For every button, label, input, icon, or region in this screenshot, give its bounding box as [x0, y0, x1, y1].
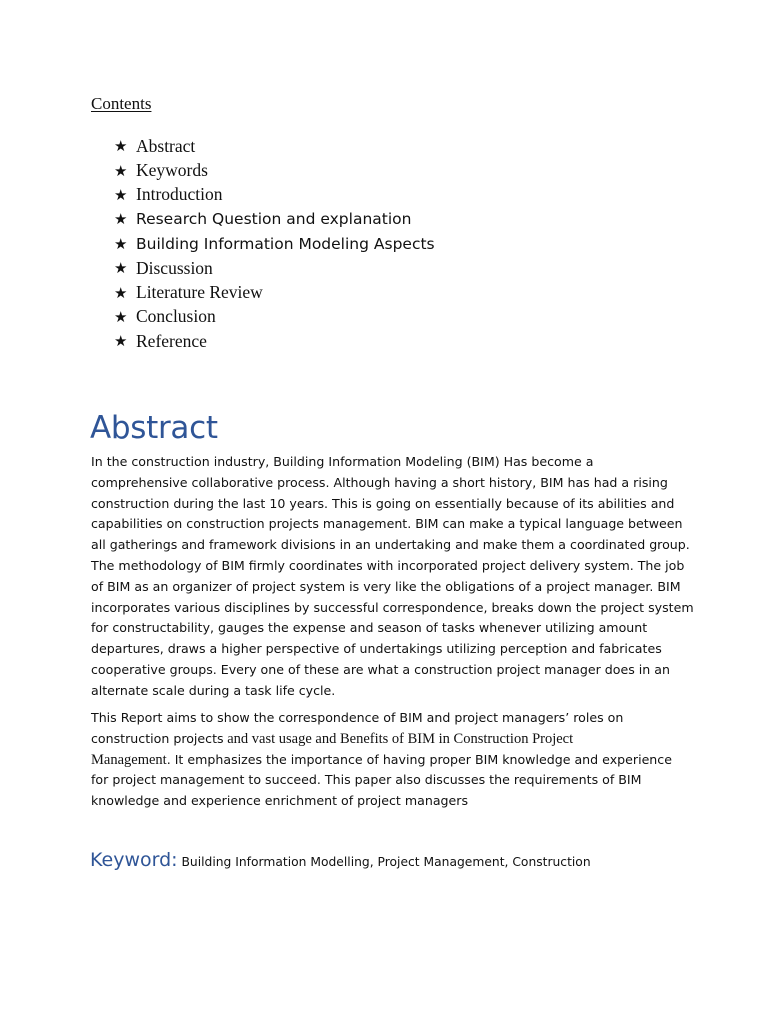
paragraph-line: for project management to succeed. This paper also discusses the requirements of BIM [91, 772, 642, 788]
toc-item-label: Introduction [136, 184, 223, 205]
paragraph-line: This Report aims to show the correspondence of BIM and project managers’ roles on [91, 710, 624, 725]
paragraph-line [91, 729, 691, 750]
paragraph-line: knowledge and experience enrichment of project managers [91, 793, 469, 809]
toc-item-label: Building Information Modeling Aspects [136, 234, 435, 253]
paragraph-line: In the construction industry, Building Information Modeling (BIM) Has become a [91, 454, 594, 469]
toc-item-label: Abstract [136, 135, 196, 156]
paragraph-text-run: construction projects [91, 730, 224, 746]
star-icon: ★ [114, 332, 128, 351]
toc-item [114, 183, 435, 207]
paragraph-line: all gatherings and framework divisions in an undertaking and make them a coordinated group. [91, 537, 690, 553]
report-aims-paragraph [91, 708, 691, 812]
paragraph-line [91, 750, 691, 771]
star-icon: ★ [114, 234, 128, 253]
toc-item [114, 256, 435, 280]
star-icon: ★ [114, 307, 128, 326]
paragraph-line: construction during the last 10 years. This is going on essentially because of its abilities and [91, 495, 675, 511]
keyword-label: Keyword: [90, 849, 178, 871]
keyword-values: Building Information Modelling, Project Management, Construction [177, 855, 591, 869]
toc-item-label: Conclusion [136, 306, 216, 327]
paragraph-line: of BIM as an organizer of project system is very like the obligations of a project manager. BIM [91, 578, 681, 594]
paragraph-text-run: and vast usage and Benefits of BIM in Construction Project [223, 730, 574, 747]
star-icon: ★ [114, 161, 128, 180]
toc-item-label: Keywords [136, 160, 208, 181]
paragraph-line: The methodology of BIM firmly coordinates with incorporated project delivery system. The job [91, 557, 685, 573]
paragraph-text-run: Management [91, 751, 167, 768]
paragraph-line: alternate scale during a task life cycle. [91, 682, 336, 698]
toc-item-label: Discussion [136, 257, 213, 278]
toc-item-label: Research Question and explanation [136, 210, 412, 229]
star-icon: ★ [114, 185, 128, 204]
toc-item [114, 329, 435, 353]
paragraph-line: departures, draws a higher perspective of undertakings utilizing perception and fabricates [91, 641, 662, 657]
paragraph-text-run: . It emphasizes the importance of having proper BIM knowledge and experience [166, 751, 672, 767]
abstract-paragraph [91, 452, 694, 702]
keywords-row [90, 849, 591, 871]
star-icon: ★ [114, 283, 128, 302]
toc-item [114, 280, 435, 304]
toc-item [114, 232, 435, 256]
abstract-heading: Abstract [90, 410, 218, 446]
toc-item-label: Reference [136, 330, 207, 351]
paragraph-line: for constructability, gauges the expense and season of tasks whenever utilizing amount [91, 620, 648, 636]
toc-item [114, 158, 435, 182]
paragraph-line: comprehensive collaborative process. Although having a short history, BIM has had a rising [91, 474, 668, 490]
toc-item [114, 134, 435, 158]
star-icon: ★ [114, 259, 128, 278]
toc-item [114, 305, 435, 329]
contents-heading: Contents [91, 94, 152, 113]
star-icon: ★ [114, 210, 128, 229]
paragraph-line: cooperative groups. Every one of these are what a construction project manager does in an [91, 661, 670, 677]
paragraph-line: incorporates various disciplines by successful correspondence, breaks down the project system [91, 599, 694, 615]
star-icon: ★ [114, 137, 128, 156]
toc-item-label: Literature Review [136, 282, 263, 303]
table-of-contents [114, 134, 435, 354]
toc-item [114, 207, 435, 231]
paragraph-line: capabilities on construction projects management. BIM can make a typical language between [91, 516, 683, 532]
